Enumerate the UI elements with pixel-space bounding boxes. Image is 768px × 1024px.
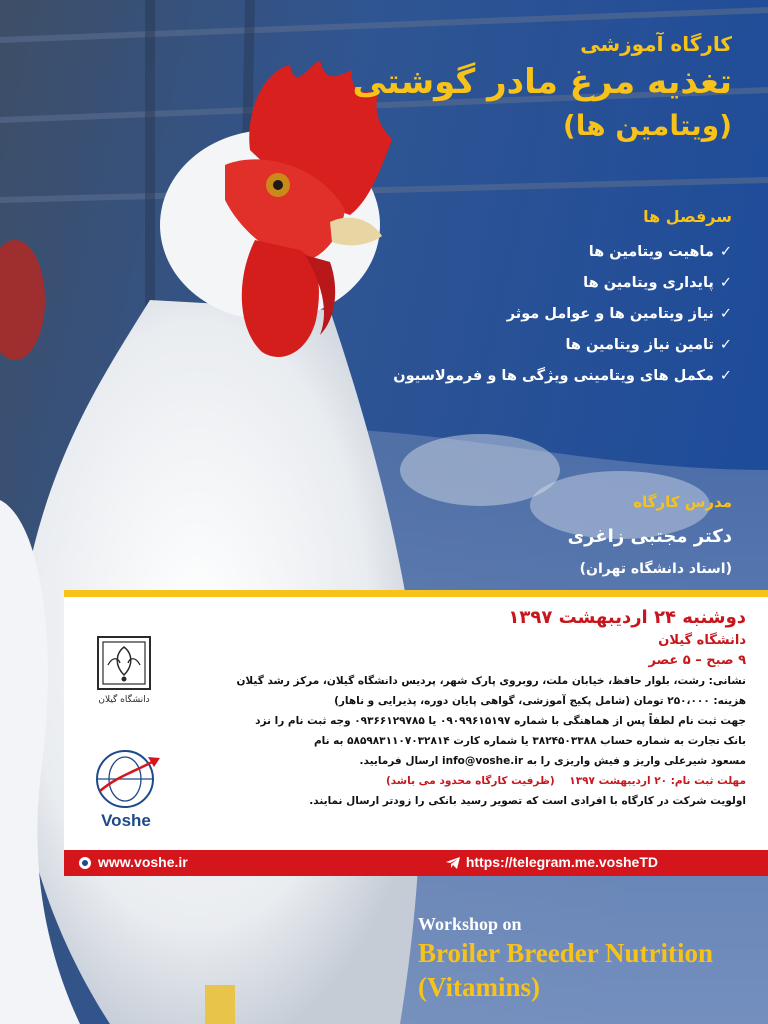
website-link[interactable]: www.voshe.ir [78, 854, 188, 870]
english-workshop-label: Workshop on [418, 914, 522, 934]
instructor-heading: مدرس کارگاه [633, 493, 732, 511]
registration-line-1: جهت ثبت نام لطفاً پس از هماهنگی با شماره ۰۹۰۹۹۶۱۵۱۹۷ یا ۰۹۳۶۶۱۲۹۷۸۵ وجه ثبت نام را نزد [255, 715, 746, 727]
check-icon: ✓ [719, 368, 732, 384]
check-icon: ✓ [719, 306, 732, 322]
workshop-title: تغذیه مرغ مادر گوشتی [352, 62, 732, 102]
event-time: ۹ صبح – ۵ عصر [648, 653, 746, 668]
check-icon: ✓ [719, 275, 732, 291]
telegram-link[interactable]: https://telegram.me.vosheTD [446, 854, 658, 870]
contact-email[interactable]: info@voshe.ir [442, 755, 524, 767]
globe-icon [78, 856, 92, 870]
contact-bar [64, 850, 768, 876]
check-icon: ✓ [719, 337, 732, 353]
instructor-affiliation: (استاد دانشگاه تهران) [579, 561, 732, 577]
english-title-line-2: (Vitamins) [418, 972, 540, 1002]
instructor-name: دکتر مجتبی زاغری [567, 526, 732, 547]
university-logo-caption: دانشگاه گیلان [98, 695, 150, 705]
english-title-line-1: Broiler Breeder Nutrition [418, 938, 713, 968]
workshop-label: کارگاه آموزشی [580, 32, 732, 56]
telegram-icon [446, 857, 460, 869]
topic-item: ✓ماهیت ویتامین ها [588, 244, 732, 260]
registration-line-3: مسعود شیرعلی واریز و فیش واریزی را به info@voshe.ir ارسال فرمایید. [359, 755, 746, 767]
title-block [272, 30, 732, 146]
topics-heading: سرفصل ها [643, 207, 732, 226]
priority-note: اولویت شرکت در کارگاه با افرادی است که تصویر رسید بانکی را زودتر ارسال نمایند. [309, 795, 746, 807]
fee-line: هزینه: ۲۵۰،۰۰۰ تومان (شامل پکیج آموزشی، گواهی پایان دوره، پذیرایی و ناهار) [334, 695, 746, 707]
english-title-block [418, 912, 758, 1004]
voshe-wordmark: Voshe [101, 811, 151, 830]
event-info [186, 605, 746, 811]
instructor-section [372, 490, 732, 584]
workshop-subtitle: (ویتامین ها) [562, 109, 732, 142]
event-date: دوشنبه ۲۴ اردیبهشت ۱۳۹۷ [508, 607, 746, 628]
registration-line-2: بانک تجارت به شماره حساب ۳۸۲۴۵۰۳۳۸۸ یا شماره کارت ۵۸۵۹۸۳۱۱۰۷۰۳۲۸۱۴ به نام [313, 735, 746, 747]
topics-section [292, 205, 732, 392]
topic-item: ✓مکمل های ویتامینی ویژگی ها و فرمولاسیون [393, 368, 732, 384]
topic-item: ✓پایداری ویتامین ها [583, 275, 732, 291]
topic-item: ✓نیاز ویتامین ها و عوامل موثر [506, 306, 732, 322]
topic-item: ✓تامین نیاز ویتامین ها [565, 337, 732, 353]
details-panel [64, 590, 768, 850]
event-venue: دانشگاه گیلان [658, 633, 746, 648]
university-logo [94, 635, 154, 707]
check-icon: ✓ [719, 244, 732, 260]
address-line: نشانی: رشت، بلوار حافظ، خیابان ملت، روبروی پارک شهر، پردیس دانشگاه گیلان، مرکز رشد گیلان [236, 675, 746, 687]
deadline-line: مهلت ثبت نام: ۲۰ اردیبهشت ۱۳۹۷ (ظرفیت کارگاه محدود می باشد) [385, 775, 746, 787]
